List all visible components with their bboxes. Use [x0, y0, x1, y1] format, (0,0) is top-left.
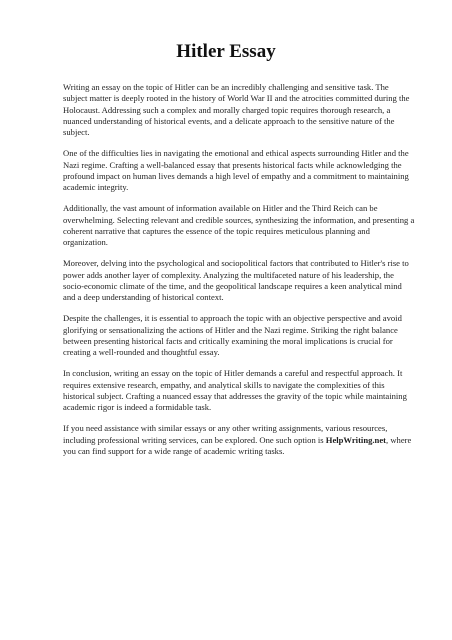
- paragraph-information: Additionally, the vast amount of information available on Hitler and the Third Reich can be overwhelming. Selecting relevant and credible sources, synthesizing the information, and presenting a coherent narrative that captures the essence of the topic requires meticulous planning and organization.: [63, 203, 415, 247]
- paragraph-conclusion: In conclusion, writing an essay on the topic of Hitler demands a careful and respectful approach. It requires extensive research, empathy, and analytical skills to navigate the complexities of this historical subject. Crafting a nuanced essay that addresses the gravity of the topic while maintaining academic rigor is indeed a formidable task.: [63, 368, 407, 412]
- closing-text-before: If you need assistance with similar essays or any other writing assignments, various resources, including professional writing services, can be explored. One such option is: [63, 423, 388, 445]
- essay-body: [63, 82, 415, 457]
- closing-text-after: , where you can find support for a wide range of academic writing tasks.: [63, 434, 412, 456]
- helpwriting-link[interactable]: HelpWriting.net: [325, 434, 387, 445]
- page-title: Hitler Essay: [176, 41, 276, 62]
- paragraph-difficulties: One of the difficulties lies in navigating the emotional and ethical aspects surrounding Hitler and the Nazi regime. Crafting a well-balanced essay that presents historical facts while acknowledging the profound impact on human lives demands a high level of empathy and a commitment to maintaining academic integrity.: [63, 148, 409, 192]
- paragraph-perspective: Despite the challenges, it is essential to approach the topic with an objective perspective and avoid glorifying or sensationalizing the actions of Hitler and the Nazi regime. Striking the right balance between presenting historical facts and critically examining the moral implications is crucial for creating a well-rounded and thoughtful essay.: [63, 313, 402, 357]
- paragraph-psychological: Moreover, delving into the psychological and sociopolitical factors that contributed to Hitler's rise to power adds another layer of complexity. Analyzing the multifaceted nature of his leadership, the socio-economic climate of the time, and the geopolitical landscape requires a keen analytical mind and a deep understanding of historical context.: [63, 258, 409, 302]
- paragraph-intro: Writing an essay on the topic of Hitler can be an incredibly challenging and sensitive task. The subject matter is deeply rooted in the history of World War II and the atrocities committed during the Holocaust. Addressing such a complex and morally charged topic requires thorough research, a nuanced understanding of historical events, and a delicate approach to the sensitive nature of the subject.: [63, 82, 410, 137]
- paragraph-closing: [63, 423, 415, 457]
